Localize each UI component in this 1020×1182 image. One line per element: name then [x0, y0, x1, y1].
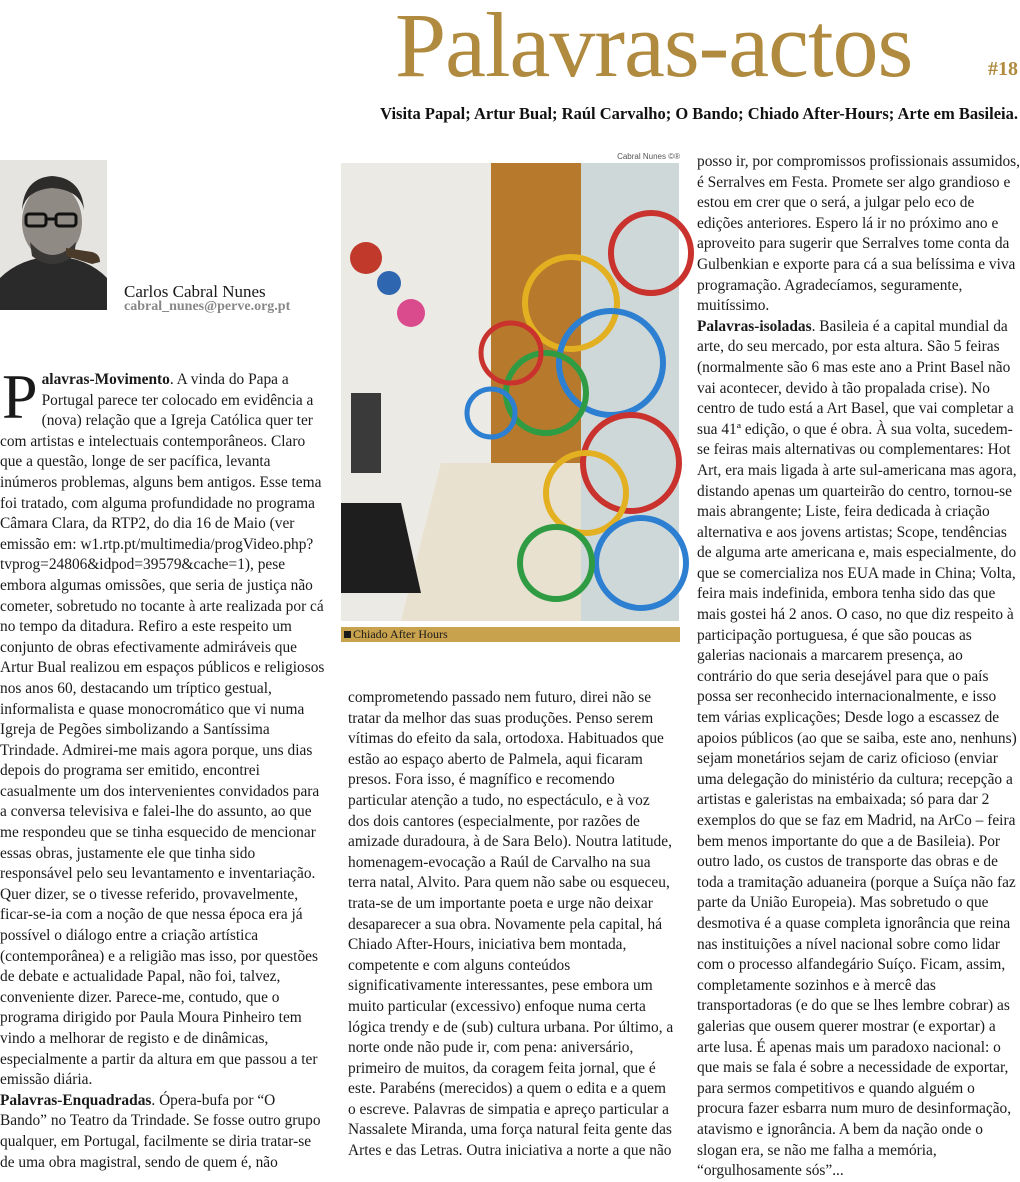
column-3 — [697, 152, 1020, 1180]
masthead-title: Palavras-actos — [395, 0, 913, 96]
paragraph-enquadradas — [0, 1091, 326, 1173]
paragraph-continued: posso ir, por compromissos profissionais assumidos, é Serralves em Festa. Promete ser algo grandioso e estou em crer que o será, a julgar pelo eco de edições anteriores. Espero lá ir no próximo ano e aproveito para sugerir que Serralves tome conta da Gulbenkian e exporte para cá a sua belíssima e viva programação. Agradecíamos, seguramente, muitíssimo. — [697, 153, 1020, 315]
paragraph-movimento — [0, 361, 326, 1091]
paragraph-text: . A vinda do Papa a Portugal parece ter colocado em evidência a (nova) relação que a Igreja Católica quer ter com artistas e intelectuais contemporâneos. Claro que a questão, longe de ser pacífica, levanta inúmeros problemas, alguns bem antigos. Esse tema foi tratado, com alguma profundidade no programa Câmara Clara, da RTP2, do dia 16 de Maio (ver emissão em: w1.rtp.pt/multimedia/progVideo.php?tvprog=24806&idpod=39579&cache=1), pese embora algumas omissões, que seria de justiça não cometer, sobretudo no tocante à arte realizada por cá no tempo da ditadura. Refiro a este respeito um conjunto de obras efectivamente admiráveis que Artur Bual realizou em espaços públicos e religiosos nos anos 60, destacando um tríptico gestual, informalista e quase monocromático que vi numa Igreja de Pegões simbolizando a Santíssima Trindade. Admirei-me mais agora porque, uns dias depois do programa ser emitido, encontrei casualmente um dos intervenientes convidados para a conversa televisiva e falei-lhe do assunto, ao que me respondeu que se tinha esquecido de mencionar essas obras, justamente ele que tinha sido responsável pelo seu levantamento e inventariação. Quer dizer, se o tivesse referido, provavelmente, ficar-se-ia com a noção de que nessa época era já possível o diálogo entre a criação artística (contemporânea) e a religião mas isso, por questões de debate e actualidade Papal, não foi, talvez, conveniente dizer. Parece-me, contudo, que o programa dirigido por Paula Moura Pinheiro tem vindo a melhorar de registo e de dinâmicas, especialmente a partir da altura em que passou a ter emissão diária. — [0, 371, 325, 1089]
author-name: Carlos Cabral Nunes — [124, 282, 266, 301]
section-lead-movimento: alavras-Movimento — [41, 371, 170, 388]
column-2 — [348, 688, 674, 1160]
topics-subtitle: Visita Papal; Artur Bual; Raúl Carvalho; O Bando; Chiado After-Hours; Arte em Basileia. — [380, 104, 1018, 123]
issue-number: #18 — [988, 58, 1018, 80]
caption-square-icon — [344, 631, 351, 638]
author-portrait-photo — [0, 160, 107, 310]
drop-cap: P — [2, 361, 38, 432]
paragraph-text: . Ópera-bufa por “O Bando” no Teatro da Trindade. Se fosse outro grupo qualquer, em Portugal, facilmente se diria tratar-se de uma obra magistral, sendo de quem é, não — [0, 1091, 321, 1171]
photo-credit: Cabral Nunes ©® — [617, 152, 680, 161]
photo-image — [341, 163, 679, 621]
article-photo — [340, 152, 680, 622]
photo-caption — [341, 627, 680, 642]
section-lead-enquadradas: Palavras-Enquadradas — [0, 1091, 152, 1109]
author-email-link[interactable]: cabral_nunes@perve.org.pt — [124, 299, 291, 314]
paragraph-isoladas — [697, 317, 1020, 1182]
portrait-illustration — [0, 160, 107, 310]
photo-illustration — [341, 163, 679, 621]
section-lead-isoladas: Palavras-isoladas — [697, 317, 812, 335]
caption-text: Chiado After Hours — [353, 627, 448, 641]
masthead — [395, 0, 1020, 96]
column-1 — [0, 361, 326, 1171]
paragraph-text: . Basileia é a capital mundial da arte, do seu mercado, por esta altura. São 5 feiras (normalmente são 6 mas este ano a Print Basel não vai acontecer, devido à tão propalada crise). No centro de tudo está a Art Basel, que vai completar a sua 41ª edição, o que é obra. À sua volta, sucedem-se feiras mais alternativas ou complementares: Hot Art, era mais ligada à arte sul-americana mas agora, distando apenas um quarteirão do centro, tornou-se mais abrangente; Liste, feira dedicada à criação alternativa e aos jovens artistas; Scope, tendências de alguma arte americana e, mais especialmente, do que se comercializa nos EUA made in China; Volta, feira mais indefinida, embora tenha sido das que mais gostei há 2 anos. O caso, no que diz respeito à participação portuguesa, é que são poucas as galerias nacionais a marcarem presença, ao contrário do que seria desejável para que o país possa ser reconhecido internacionalmente, e isso tem várias explicações; Desde logo a escassez de apoios públicos (ao que se saiba, este ano, nenhuns) sejam monetários sejam de cariz oficioso (enviar uma delegação do ministério da cultura; recepção a artistas e galeristas na embaixada; só para dar 2 exemplos do que se faz em Madrid, na ArCo – feira bem menos importante do que a de Basileia). Por outro lado, os custos de transporte das obras e de toda a tramitação aduaneira (porque a Suíça não faz parte da União Europeia). Mas sobretudo o que desmotiva é a quase completa ignorância que reina nas instituições a nível nacional sobre como lidar com o processo alfandegário Suíço. Ficam, assim, completamente sozinhos e à mercê das transportadoras (e do que se lhes lembre cobrar) as galerias que ousem querer mostrar (e exportar) a arte lusa. É apenas mais um paradoxo nacional: o que mais se fala é sobre a necessidade de exportar, para sermos competitivos e quando alguém o procura fazer esbarra num muro de desinformação, atavismo e ignorância. A bem da nação onde o slogan era, se não me falha a memória, “orgulhosamente sós”... — [697, 317, 1017, 1180]
paragraph-continued: comprometendo passado nem futuro, direi não se tratar da melhor das suas produções. Penso serem vítimas do efeito da sala, ortodoxa. Habituados que estão ao espaço aberto de Palmela, aqui ficaram presos. Fora isso, é magnífico e recomendo particular atenção a tudo, no espectáculo, e à voz dos dois cantores (especialmente, por razões de amizade duradoura, à de Sara Belo). Noutra latitude, homenagem-evocação a Raúl de Carvalho na sua terra natal, Alvito. Para quem não sabe ou esqueceu, trata-se de um importante poeta e urge não deixar desaparecer a sua obra. Novamente pela capital, há Chiado After-Hours, iniciativa bem montada, competente e com alguns conteúdos significativamente interessantes, pese embora um muito particular (excessivo) enfoque numa certa lógica trendy e de (sub) cultura urbana. Por último, a norte onde não pude ir, com pena: aniversário, primeiro de muitos, da coragem feita jornal, que é este. Parabéns (merecidos) a quem o edita e a quem o escreve. Palavras de simpatia e apreço particular a Nassalete Miranda, uma força natural feita gente das Artes e das Letras. Outra iniciativa a norte a que não — [348, 689, 674, 1160]
